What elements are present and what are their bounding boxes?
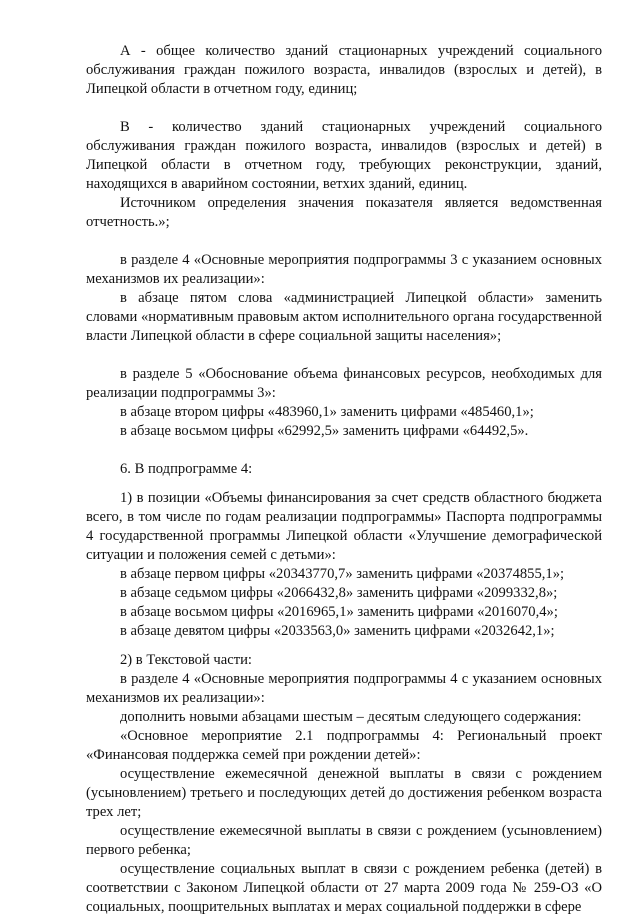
paragraph-abzac-8-figures: в абзаце восьмом цифры «2016965,1» заменить цифрами «2016070,4»; bbox=[120, 604, 558, 620]
paragraph-monthly-payment-first-child: осуществление ежемесячной выплаты в связи с рождением (усыновлением) первого ребенка; bbox=[86, 823, 602, 858]
paragraph-abzac-5: в абзаце пятом слова «администрацией Липецкой области» заменить словами «нормативным правовым актом исполнительного органа государственной власти Липецкой области в сфере социальной защиты населения»; bbox=[86, 290, 602, 344]
paragraph-definition-a: А - общее количество зданий стационарных учреждений социального обслуживания граждан пожилого возраста, инвалидов (взрослых и детей), в Липецкой области в отчетном году, единиц; bbox=[86, 43, 602, 97]
paragraph-monthly-payment-third-child: осуществление ежемесячной денежной выплаты в связи с рождением (усыновлением) третьего и последующих детей до достижения ребенком возраста трех лет; bbox=[86, 766, 602, 820]
paragraph-section4-sub3: в разделе 4 «Основные мероприятия подпрограммы 3 с указанием основных механизмов их реализации»: bbox=[86, 252, 602, 287]
paragraph-add-abzacs: дополнить новыми абзацами шестым – десятым следующего содержания: bbox=[120, 709, 582, 725]
paragraph-abzac-7-figures: в абзаце седьмом цифры «2066432,8» заменить цифрами «2099332,8»; bbox=[120, 585, 558, 601]
spacer bbox=[86, 441, 602, 460]
paragraph-abzac-2: в абзаце втором цифры «483960,1» заменить цифрами «485460,1»; bbox=[120, 404, 534, 420]
paragraph-abzac-8: в абзаце восьмом цифры «62992,5» заменить цифрами «64492,5». bbox=[120, 423, 529, 439]
document-page bbox=[86, 42, 602, 917]
spacer bbox=[86, 479, 602, 489]
paragraph-item-1: 1) в позиции «Объемы финансирования за счет средств областного бюджета всего, в том числе по годам реализации подпрограммы» Паспорта подпрограммы 4 государственной программы Липецкой области «Улучшение демографической ситуации и положения семей с детьми»: bbox=[86, 490, 602, 563]
heading-subprogram-4: 6. В подпрограмме 4: bbox=[120, 461, 253, 477]
paragraph-abzac-1-figures: в абзаце первом цифры «20343770,7» заменить цифрами «20374855,1»; bbox=[120, 566, 565, 582]
spacer bbox=[86, 346, 602, 365]
paragraph-section5-sub3: в разделе 5 «Обоснование объема финансовых ресурсов, необходимых для реализации подпрограммы 3»: bbox=[86, 366, 602, 401]
paragraph-abzac-9-figures: в абзаце девятом цифры «2033563,0» заменить цифрами «2032642,1»; bbox=[120, 623, 555, 639]
spacer bbox=[86, 99, 602, 118]
paragraph-social-payments: осуществление социальных выплат в связи с рождением ребенка (детей) в соответствии с Законом Липецкой области от 27 марта 2009 года № 259-ОЗ «О социальных, поощрительных выплатах и мерах социальной поддержки в сфере bbox=[86, 861, 602, 915]
paragraph-main-event-2-1: «Основное мероприятие 2.1 подпрограммы 4: Региональный проект «Финансовая поддержка семей при рождении детей»: bbox=[86, 728, 602, 763]
paragraph-item-2: 2) в Текстовой части: bbox=[120, 652, 252, 668]
spacer bbox=[86, 641, 602, 651]
paragraph-source: Источником определения значения показателя является ведомственная отчетность.»; bbox=[86, 195, 602, 230]
spacer bbox=[86, 232, 602, 251]
paragraph-section4-sub4: в разделе 4 «Основные мероприятия подпрограммы 4 с указанием основных механизмов их реализации»: bbox=[86, 671, 602, 706]
paragraph-definition-b: В - количество зданий стационарных учреждений социального обслуживания граждан пожилого возраста, инвалидов (взрослых и детей) в Липецкой области в отчетном году, требующих реконструкции, зданий, находящихся в аварийном состоянии, ветхих зданий, единиц. bbox=[86, 119, 602, 192]
